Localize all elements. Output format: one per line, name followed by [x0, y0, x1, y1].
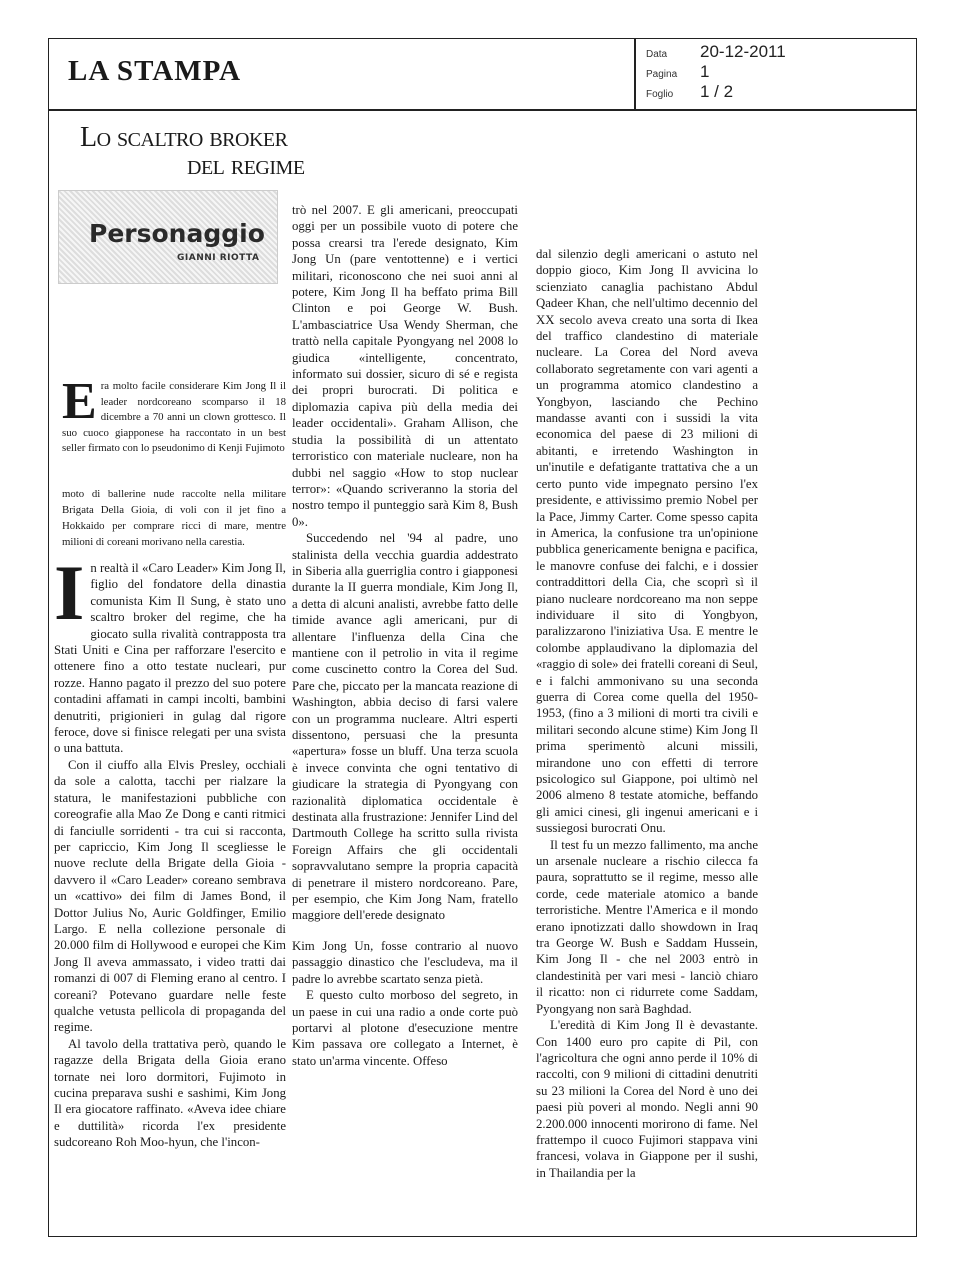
- section-rubric: [58, 190, 278, 284]
- date-value: 20-12-2011: [700, 42, 786, 61]
- date-label: Data: [646, 49, 668, 60]
- intro-block-1: [62, 373, 286, 459]
- intro-paragraph-1: ra molto facile considerare Kim Jong Il il leader nordcoreano scomparso il 18 dicembre a 70 anni un clown grottesco. Il suo cuoco giapponese ha raccontato in un best seller firmato con lo pseudonimo di Kenji Fujimoto: [62, 380, 286, 454]
- rubric-label: Personaggio: [89, 219, 265, 248]
- sheet-value: 1 / 2: [700, 82, 734, 101]
- col2-paragraph-3: Kim Jong Un, fosse contrario al nuovo passaggio dinastico che l'escludeva, ma il padre lo avrebbe scartato senza pietà.: [292, 938, 518, 986]
- byline: GIANNI RIOTTA: [177, 253, 260, 263]
- headline-line-2: del regime: [187, 150, 305, 181]
- page-value: 1: [700, 62, 710, 81]
- column-3: [536, 246, 758, 1186]
- col1-paragraph-3: Al tavolo della trattativa però, quando le ragazze della Brigata della Gioia erano tornate nei loro dormitori, Fujimoto in cucina preparava sushi e sashimi, Kim Jong Il era giocatore raffinato. «Aveva idee chiare e duttilità» ricorda l'ex presidente sudcoreano Roh Moo-hyun, che l'incon-: [54, 1036, 286, 1150]
- col1-paragraph-2: Con il ciuffo alla Elvis Presley, occhiali da sole a calotta, tacchi per rialzare la statura, le manifestazioni pubbliche con coreografie alla Mao Ze Dong e canti ritmici di fanciulle sorridenti - tra cui si racconta, per capriccio, Kim Jong Il scegliesse le nuove reclute della Brigate della Gioia - davvero il «Caro Leader» coreano sembrava un «cattivo» dei film di James Bond, il Dottor Julius No, Auric Goldfinger, Emilio Largo. E nella collezione personale di 20.000 film di Hollywood e europei che Kim Jong Il aveva ammassato, i video tratti dai romanzi di 007 di Fleming erano al centro. I coreani? Potevano guardare nelle feste qualche vetusta pellicola di propaganda del regime.: [54, 757, 286, 1035]
- column-2: [292, 202, 518, 1172]
- date-row: [646, 42, 786, 62]
- col1-paragraph-1: n realtà il «Caro Leader» Kim Jong Il, figlio del fondatore della dinastia comunista Kim Il Sung, è stato uno scaltro broker del regime, che ha giocato sulla rivalità contrapposta tra Stati Uniti e Cina per rafforzare l'esercito e ottenere fino a otto testate nucleari, pur rozze. Hanno pagato il prezzo del suo potere contadini affamati in campi incolti, bambini denutriti, prigionieri in gulag dal rigore feroce, dove si finisce relegati per una svista o una battuta.: [54, 561, 286, 756]
- sheet-label: Foglio: [646, 89, 674, 100]
- sheet-row: [646, 82, 733, 102]
- dropcap-i: I: [54, 549, 85, 636]
- intro-block-2: [62, 486, 286, 548]
- col2-paragraph-4: E questo culto morboso del segreto, in un paese in cui una radio a onde corte può portarvi al plotone d'esecuzione mentre Kim passava ore collegato a Internet, è stato un'arma vincente. Offeso: [292, 988, 518, 1068]
- col2-paragraph-2: Succedendo nel '94 al padre, uno stalinista della vecchia guardia addestrato in Siberia alla guerriglia contro i giapponesi durante la II guerra mondiale, Kim Jong Il, a detta di alcuni analisti, avrebbe fatto delle timide avance agli americani, pur di allentare l'influenza della Cina che mantiene con il petrolio in vita il regime come cuscinetto contro la Corea del Sud. Pare che, piccato per la mancata reazione di Washington, abbia deciso di farsi valere con un programma nucleare. Altri esperti dissentono, persuasi che la presunta «apertura» fosse un bluff. Una terza scuola è invece convinta che ogni tentativo di giudicare la strategia di Pyongyang con razionalità diplomatica occidentale è destinata alla frustrazione: Jennifer Lind del Dartmouth College ha scritto sulla rivista Foreign Affairs che gli occidentali sopravvalutano sempre la propria capacità di penetrare il mistero nordcoreano. Pare, per esempio, che Kim Jong Nam, fratello maggiore dell'erede designato: [292, 531, 518, 923]
- col2-paragraph-1: trò nel 2007. E gli americani, preoccupati oggi per un possibile vuoto di potere che possa crearsi tra l'erede designato, Kim Jong Un (pare ventottenne) e i vertici militari, riconoscono che nei suoi anni al potere, Kim Jong Il ha beffato prima Bill Clinton e poi George W. Bush. L'ambasciatrice Usa Wendy Sherman, che trattò nella capitale Pyongyang nel 2008 lo giudica «intelligente, concentrato, informato sui dossier, sicuro di sé e regista dei propri burocrati. Di politica e diplomazia capiva più della media dei leader occidentali». Graham Allison, che studia la possibilità di un attentato terroristico con materiale nucleare, non ha dubbi nel saggio «How to stop nuclear terror»: «Quando scriveranno la storia del nostro tempo il punteggio sarà Kim 8, Bush 0».: [292, 203, 518, 529]
- intro-paragraph-2: moto di ballerine nude raccolte nella militare Brigata Della Gioia, di voli con il jet fino a Hokkaido per comprare ricci di mare, mentre milioni di coreani morivano nella carestia.: [62, 488, 286, 548]
- dropcap-e: E: [62, 373, 97, 430]
- col3-paragraph-2: Il test fu un mezzo fallimento, ma anche un arsenale nucleare a rischio cilecca fa paura, soprattutto se il regime, messo alle corde, cede materiale atomico a bande terroristiche. Mentre l'America e il mondo erano ipnotizzati dallo showdown in Iraq tra George W. Bush e Saddam Hussein, Kim Jong Il - che nel 2003 entrò in clandestinità per vari mesi - lanciò chiaro il ricatto: non ci ridurrete come Saddam, Pyongyang non sarà Baghdad.: [536, 837, 758, 1016]
- col3-paragraph-1: dal silenzio degli americani o astuto nel doppio gioco, Kim Jong Il avvicina lo scienziato canaglia pachistano Abdul Qadeer Khan, che nell'ultimo decennio del XX secolo aveva creato una sorta di Ikea del traffico clandestino di materiale nucleare. La Corea del Nord aveva collaborato segretamente con vari agenti a un programma atomico clandestino a Yongbyon, lasciando che Pechino mandasse avanti con i sussidi la vita economica del paese di 23 milioni di abitanti, e irretendo Washington in un'inutile e defatigante trattativa che a un certo punto vide impegnato persino l'ex presidente, e attivissimo premio Nobel per la Pace, Jimmy Carter. Come spesso capita in America, la confusione tra un'opinione pubblica genericamente benigna e pacifica, le manovre confuse dei falchi, e i dossier contraddittori della Cia, che scoprì sì il piano nucleare nordcoreano ma non seppe individuare il sito di Yongbyon, paralizzarono l'iniziativa Usa. E mentre le colombe applaudivano la diplomazia del «raggio di sole» dei fratelli coreani di Seul, e i falchi ammonivano su una seconda guerra di Corea come quella del 1950-1953, (fino a 3 milioni di morti tra civili e militari secondo alcune stime) Kim Jong Il prima sperimentò alcuni missili, mirandone uno con effetti di terrore psicologico sul Giappone, poi ultimò nel 2006 almeno 8 testate atomiche, beffando gli amici cinesi, gli ingenui americani e i sussiegosi burocrati Onu.: [536, 247, 758, 836]
- page-label: Pagina: [646, 69, 678, 80]
- column-1: [54, 549, 286, 1180]
- page-row: [646, 62, 709, 82]
- newspaper-masthead: LA STAMPA: [68, 55, 242, 87]
- col3-paragraph-3: L'eredità di Kim Jong Il è devastante. Con 1400 euro pro capite di Pil, con l'agricoltura che ogni anno perde il 10% di raccolti, con 9 milioni di cittadini denutriti su 23 milioni la Corea del Nord è uno dei paesi più poveri al mondo. Negli anni 90 2.200.000 innocenti morirono di fame. Nel frattempo il cuoco Fujimori stappava vini francesi, volava in Giappone per il sushi, in Thailandia per la: [536, 1018, 758, 1180]
- headline-line-1: Lo scaltro broker: [80, 122, 288, 153]
